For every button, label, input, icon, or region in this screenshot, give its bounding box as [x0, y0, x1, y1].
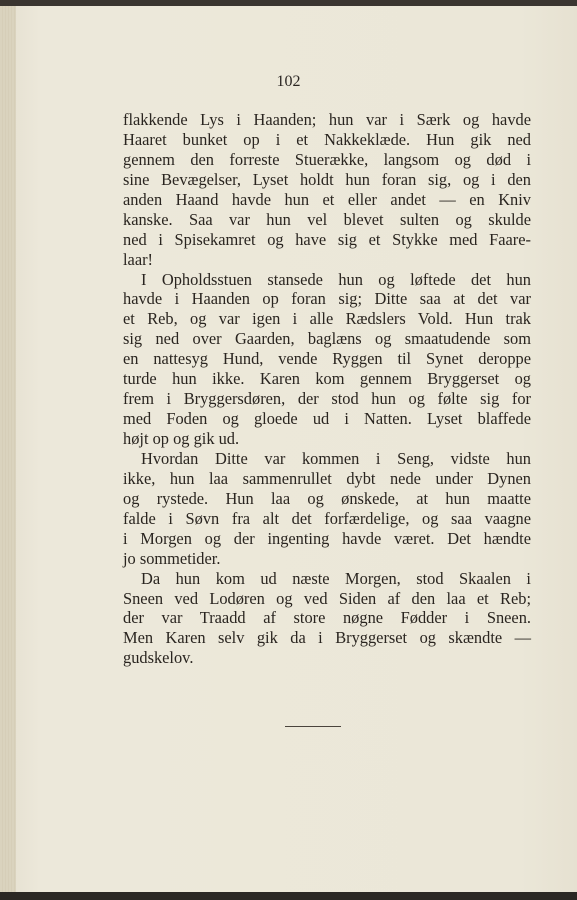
- text-line: falde i Søvn fra alt det forfærdelige, og saa vaagne: [123, 508, 531, 528]
- text-line: ned i Spisekamret og have sig et Stykke med Faare-: [123, 229, 531, 249]
- text-line: et Reb, og var igen i alle Rædslers Vold. Hun trak: [123, 309, 531, 329]
- page-stack-edge: [0, 6, 16, 892]
- text-line: Men Karen selv gik da i Bryggerset og skændte —: [123, 628, 531, 648]
- text-line: I Opholdsstuen stansede hun og løftede det hun: [141, 269, 531, 289]
- text-line: Da hun kom ud næste Morgen, stod Skaalen i: [141, 568, 531, 588]
- bottom-book-edge: [0, 892, 577, 900]
- text-line: sine Bevægelser, Lyset holdt hun foran sig, og i den: [123, 169, 531, 189]
- body-text: [123, 110, 531, 668]
- text-line: højt op og gik ud.: [123, 429, 240, 448]
- text-line: gudskelov.: [123, 648, 194, 668]
- text-line: Haaret bunket op i et Nakkeklæde. Hun gik ned: [123, 129, 531, 149]
- text-line: gennem den forreste Stuerække, langsom og død i: [123, 149, 531, 169]
- section-divider-rule: [285, 726, 341, 727]
- text-line: turde hun ikke. Karen kom gennem Bryggerset og: [123, 369, 531, 389]
- text-line: kanske. Saa var hun vel blevet sulten og skulde: [123, 209, 531, 229]
- text-line: med Foden og gloede ud i Natten. Lyset blaffede: [123, 409, 531, 429]
- text-line: og rystede. Hun laa og ønskede, at hun maatte: [123, 488, 531, 508]
- text-line: anden Haand havde hun et eller andet — en Kniv: [123, 189, 531, 209]
- text-line: flakkende Lys i Haanden; hun var i Særk og havde: [123, 110, 531, 129]
- text-line: jo sommetider.: [123, 548, 221, 568]
- text-line: Sneen ved Lodøren og ved Siden af den laa et Reb;: [123, 588, 531, 608]
- text-line: havde i Haanden op foran sig; Ditte saa at det var: [123, 289, 531, 309]
- text-line: der var Traadd af store nøgne Fødder i Sneen.: [123, 608, 531, 628]
- text-line: ikke, hun laa sammenrullet dybt nede under Dynen: [123, 468, 531, 488]
- text-line: Hvordan Ditte var kommen i Seng, vidste hun: [141, 448, 531, 468]
- text-line: en nattesyg Hund, vende Ryggen til Synet deroppe: [123, 349, 531, 369]
- text-line: laar!: [123, 249, 154, 269]
- text-line: i Morgen og der ingenting havde været. Det hændte: [123, 528, 531, 548]
- page-number: 102: [276, 73, 301, 90]
- text-line: sig ned over Gaarden, baglæns og smaatudende som: [123, 329, 531, 349]
- text-line: frem i Bryggersdøren, der stod hun og følte sig for: [123, 389, 531, 409]
